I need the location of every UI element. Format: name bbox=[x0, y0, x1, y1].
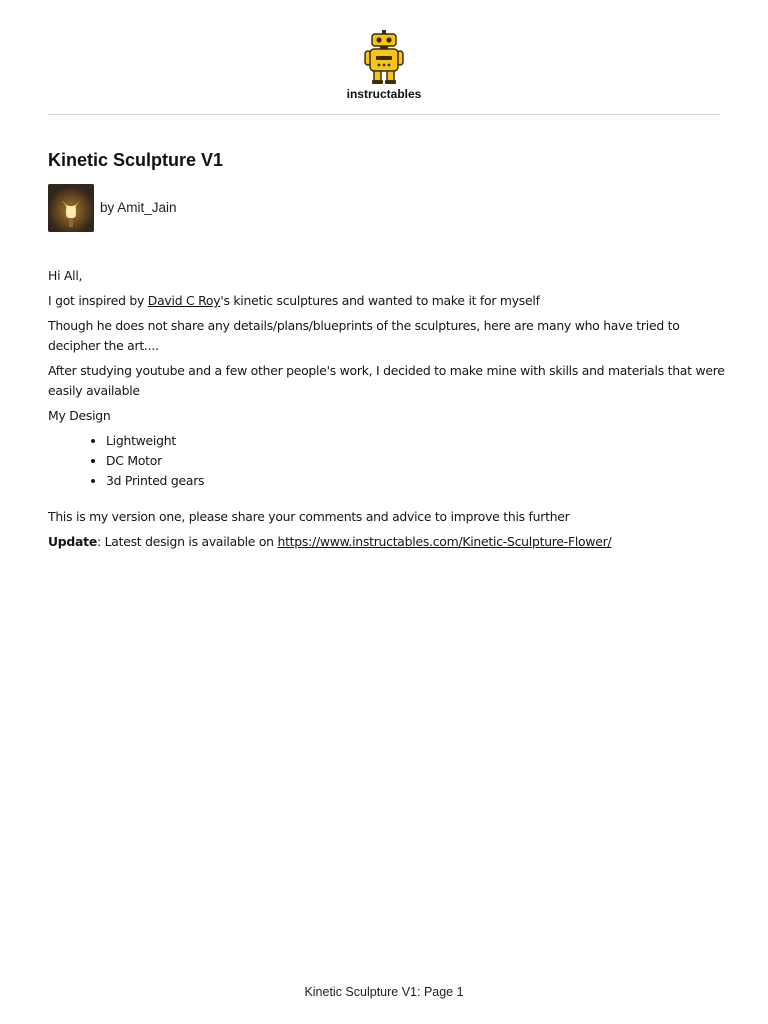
studying-paragraph: After studying youtube and a few other people's work, I decided to make mine with skills and materials that were easily available bbox=[48, 363, 725, 398]
list-item: • Lightweight bbox=[106, 431, 728, 451]
list-item: • DC Motor bbox=[106, 451, 728, 471]
author-block bbox=[48, 184, 177, 232]
decipher-paragraph: Though he does not share any details/plans/blueprints of the sculptures, here are many who have tried to decipher the art.... bbox=[48, 318, 680, 353]
version-note-paragraph: This is my version one, please share your comments and advice to improve this further bbox=[48, 509, 570, 524]
update-text: : Latest design is available on bbox=[97, 534, 278, 549]
latest-design-link[interactable]: https://www.instructables.com/Kinetic-Sculpture-Flower/ bbox=[277, 534, 612, 549]
page-footer: Kinetic Sculpture V1: Page 1 bbox=[304, 985, 464, 999]
author-name[interactable]: Amit_Jain bbox=[117, 199, 177, 215]
article-body bbox=[48, 266, 728, 557]
design-list bbox=[48, 431, 728, 491]
page-title: Kinetic Sculpture V1 bbox=[48, 150, 224, 170]
list-item: • 3d Printed gears bbox=[106, 471, 728, 491]
inspiration-text-before: I got inspired by bbox=[48, 293, 148, 308]
update-paragraph bbox=[48, 532, 728, 552]
author-avatar[interactable] bbox=[48, 184, 94, 232]
page-header bbox=[0, 30, 768, 101]
header-divider bbox=[48, 114, 720, 115]
david-c-roy-link[interactable]: David C Roy bbox=[147, 293, 221, 308]
inspiration-text-after: 's kinetic sculptures and wanted to make it for myself bbox=[220, 293, 540, 308]
update-label: Update bbox=[48, 534, 97, 549]
greeting-paragraph: Hi All, bbox=[48, 268, 83, 283]
instructables-robot-logo-icon[interactable] bbox=[362, 30, 406, 86]
author-prefix: by bbox=[100, 199, 115, 215]
my-design-heading: My Design bbox=[48, 408, 111, 423]
brand-name[interactable]: instructables bbox=[346, 87, 422, 101]
author-byline bbox=[100, 200, 177, 215]
inspiration-paragraph bbox=[48, 291, 728, 311]
